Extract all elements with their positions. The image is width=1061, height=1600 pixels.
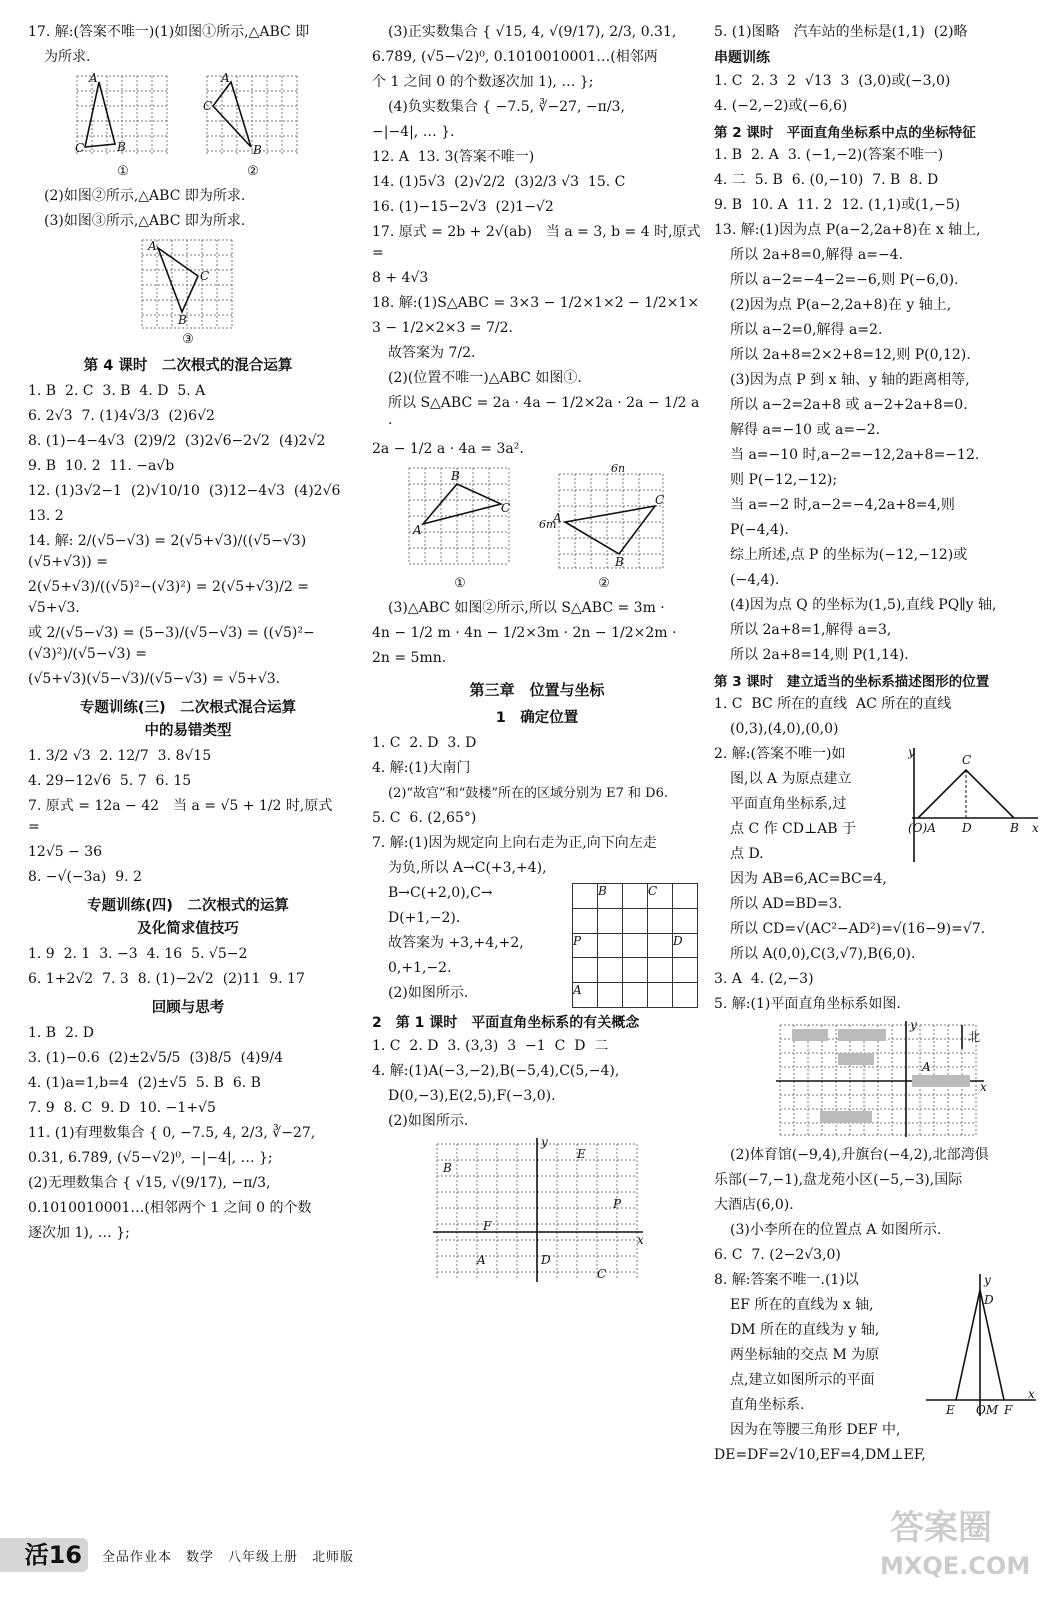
answer-18-line7: (3)△ABC 如图②所示,所以 S△ABC = 3m ·: [388, 600, 665, 616]
answers-14-15: 14. (1)5√3 (2)√2/2 (3)2/3 √3 15. C: [372, 174, 626, 190]
figure-triangle-def: [920, 1270, 1040, 1420]
page-number-tag: 活16: [0, 1538, 88, 1572]
label-o-m: OM: [976, 1403, 999, 1417]
answer-7-text: [372, 883, 562, 1008]
lesson3-answer-2-line7: 所以 AD=BD=3.: [730, 896, 843, 912]
sec2-answers-1-3: 1. C 2. D 3. (3,3) 3 −1 C D 二: [372, 1038, 609, 1054]
grid-lines: [142, 240, 232, 328]
answer-2-text: [714, 744, 904, 869]
review-answer-3: 3. (1)−0.6 (2)±2√5/5 (3)8/5 (4)9/4: [28, 1050, 283, 1066]
answer-18-line4: (2)(位置不唯一)△ABC 如图①.: [388, 370, 582, 386]
heading-chapter-3: 第三章 位置与坐标: [469, 681, 605, 699]
sec1-answer-4-line1: 4. 解:(1)大南门: [372, 760, 471, 776]
point-f: F: [483, 1219, 492, 1233]
answer-13: 13. 2: [28, 508, 64, 524]
answers-6-7: 6. 2√3 7. (1)4√3/3 (2)6√2: [28, 408, 215, 424]
label-c: C: [203, 99, 213, 113]
answer-18-line6: 2a − 1/2 a · 4a = 3a².: [372, 441, 524, 457]
set3-line1: (3)正实数集合 { √15, 4, √(9/17), 2/3, 0.31,: [388, 24, 677, 40]
figure-18-1-caption: ①: [454, 576, 466, 591]
lesson2-answer-13-line3: 所以 a−2=−4−2=−6,则 P(−6,0).: [730, 272, 959, 288]
figure-1-grid: [73, 72, 173, 164]
chain-answer-4: 4. (−2,−2)或(−6,6): [714, 98, 848, 114]
set4-line1: (4)负实数集合 { −7.5, ∛−27, −π/3,: [388, 99, 625, 115]
lesson3-answer-5-line3: 乐部(−7,−1),盘龙苑小区(−5,−3),国际: [714, 1172, 963, 1188]
lesson3-answers-3-4: 3. A 4. (2,−3): [714, 971, 814, 987]
answer-2-block: [714, 744, 1049, 869]
label-c: C: [962, 753, 972, 767]
sec1-answer-4-line2: (2)“故宫”和“鼓楼”所在的区域分别为 E7 和 D6.: [388, 786, 668, 801]
lesson3-answer-1-line2: (0,3),(4,0),(0,0): [730, 721, 839, 737]
label-b: B: [178, 313, 187, 327]
label-c: C: [75, 141, 85, 155]
review-answers-1-2: 1. B 2. D: [28, 1025, 95, 1041]
answer-14-line1: 14. 解: 2/(√5−√3) = 2(√5+√3)/((√5−√3)(√5+√3)) =: [28, 533, 307, 570]
lesson3-answer-5-line4: 大酒店(6,0).: [714, 1197, 794, 1213]
triangle-abc: [565, 506, 655, 554]
answer-18-line5: 所以 S△ABC = 2a · 4a − 1/2×2a · 2a − 1/2 a ·: [388, 395, 704, 432]
coordinate-plane: [427, 1136, 647, 1286]
figure-coordinate-plane: [372, 1136, 702, 1286]
lesson3-answer-8-line8: DE=DF=2√10,EF=4,DM⊥EF,: [714, 1447, 926, 1463]
label-b: B: [253, 143, 262, 157]
review-answer-11-line1: 11. (1)有理数集合 { 0, −7.5, 4, 2/3, ∛−27,: [28, 1125, 316, 1141]
lesson3-answer-2-line1: 2. 解:(答案不唯一)如: [714, 746, 846, 762]
review-answer-11-line3: (2)无理数集合 { √15, √(9/17), −π/3,: [28, 1175, 271, 1191]
sec1-answer-7-line5: 故答案为 +3,+4,+2,: [388, 935, 524, 951]
sec1-answer-7-line3: B→C(+2,0),C→: [388, 885, 493, 901]
lesson2-answers-1-3: 1. B 2. A 3. (−1,−2)(答案不唯一): [714, 147, 944, 163]
sec1-answer-7-line7: (2)如图所示.: [388, 985, 469, 1001]
x-axis-label: x: [637, 1233, 644, 1247]
label-y: y: [984, 1273, 991, 1287]
heading-training-3-line1: 专题训练(三) 二次根式混合运算: [79, 700, 297, 716]
label-x: x: [1028, 1387, 1035, 1401]
lesson3-answer-2-line6: 因为 AB=6,AC=BC=4,: [730, 871, 887, 887]
answers-9-11: 9. B 10. 2 11. −a√b: [28, 458, 175, 474]
figure-2-caption: ②: [247, 164, 259, 179]
answer-17-line2: 8 + 4√3: [372, 270, 429, 286]
watermark-top: 答案圈: [890, 1508, 992, 1548]
sec1-answer-7-line2: 为负,所以 A→C(+3,+4),: [388, 860, 547, 876]
figure-18-2-caption: ②: [598, 576, 610, 591]
label-a: A: [413, 523, 422, 537]
lesson2-answer-13-line4: (2)因为点 P(a−2,2a+8)在 y 轴上,: [730, 297, 952, 313]
review-answer-11-line4: 0.1010010001…(相邻两个 1 之间 0 的个数: [28, 1200, 312, 1216]
lesson2-answer-13-line13: P(−4,4).: [730, 522, 789, 538]
point-d: D: [541, 1253, 551, 1267]
answer-12: 12. (1)3√2−1 (2)√10/10 (3)12−4√3 (4)2√6: [28, 483, 341, 499]
label-b: B: [615, 555, 624, 569]
answer-17-part3: (3)如图③所示,△ABC 即为所求.: [44, 213, 246, 229]
figure-triangle-abc: [908, 744, 1043, 864]
chain-answers-1-3: 1. C 2. 3 2 √13 3 (3,0)或(−3,0): [714, 73, 951, 89]
heading-review: 回顾与思考: [151, 1000, 225, 1016]
answers-1-5: 1. B 2. C 3. B 4. D 5. A: [28, 383, 206, 399]
book-title: 全品作业本 数学 八年级上册 北师版: [102, 1550, 355, 1565]
training3-answer-7-line2: 12√5 − 36: [28, 844, 103, 860]
site-watermark: [880, 1500, 1050, 1590]
x-axis-label: x: [979, 1080, 987, 1094]
lesson3-answer-8-line5: 点,建立如图所示的平面: [730, 1372, 875, 1388]
lesson3-answer-2-line8: 所以 CD=√(AC²−AD²)=√(16−9)=√7.: [730, 921, 986, 937]
review-answer-11-line2: 0.31, 6.78̇9̇, (√5−√2)⁰, −|−4|, … };: [28, 1150, 273, 1166]
point-a: A: [921, 1060, 931, 1074]
lesson2-answer-13-line15: (−4,4).: [730, 572, 780, 588]
figure-2-grid: [203, 72, 303, 164]
point-a: A: [477, 1253, 486, 1267]
review-answers-7-10: 7. 9 8. C 9. D 10. −1+√5: [28, 1100, 216, 1116]
training4-answers-6-9: 6. 1+2√2 7. 3 8. (1)−2√2 (2)11 9. 17: [28, 971, 305, 987]
point-e: E: [577, 1147, 586, 1161]
point-p: P: [613, 1197, 622, 1211]
lesson3-answer-2-line9: 所以 A(0,0),C(3,√7),B(6,0).: [730, 946, 916, 962]
lesson2-answer-13-line14: 综上所述,点 P 的坐标为(−12,−12)或: [730, 547, 968, 563]
label-x: x: [1032, 821, 1039, 835]
lesson3-answer-5-line5: (3)小李所在的位置点 A 如图所示.: [730, 1222, 942, 1238]
heading-section-1: 1 确定位置: [495, 710, 579, 726]
lesson3-answer-8-line3: DM 所在的直线为 y 轴,: [730, 1322, 880, 1338]
lesson3-answer-2-line3: 平面直角坐标系,过: [730, 796, 847, 812]
training3-answers-4-6: 4. 29−12√6 5. 7 6. 15: [28, 773, 192, 789]
set3-line3: 个 1 之间 0 的个数逐次加 1), … };: [372, 74, 594, 90]
figure-3-grid: [138, 236, 238, 332]
landmark-stadium: [792, 1029, 828, 1041]
lesson3-answers-6-7: 6. C 7. (2−2√3,0): [714, 1247, 841, 1263]
lesson2-answer-13-line12: 当 a=−2 时,a−2=−4,2a+8=4,则: [730, 497, 955, 513]
answer-16: 16. (1)−15−2√3 (2)1−√2: [372, 199, 554, 215]
triangle-abc: [85, 82, 115, 147]
sec1-answer-7-line6: 0,+1,−2.: [388, 960, 452, 976]
sec2-answer-4-line1: 4. 解:(1)A(−3,−2),B(−5,4),C(5,−4),: [372, 1063, 620, 1079]
lesson3-answer-5-line1: 5. 解:(1)平面直角坐标系如图.: [714, 996, 901, 1012]
label-a: A: [221, 72, 230, 85]
heading-section-2-lesson-1: 2 第 1 课时 平面直角坐标系的有关概念: [372, 1015, 640, 1031]
triangle-abc: [158, 248, 198, 312]
sec1-answer-7-line1: 7. 解:(1)因为规定向上向右走为正,向下向左走: [372, 835, 657, 851]
lesson2-answer-13-line5: 所以 a−2=0,解得 a=2.: [730, 322, 883, 338]
sec2-answer-4-line3: (2)如图所示.: [388, 1113, 469, 1129]
lesson3-answer-8-line6: 直角坐标系.: [730, 1397, 805, 1413]
lesson3-answer-8-line7: 因为在等腰三角形 DEF 中,: [730, 1422, 901, 1438]
heading-chain-training: 串题训练: [714, 50, 770, 66]
heading-training-4-line1: 专题训练(四) 二次根式的运算: [87, 898, 289, 914]
map-coordinate-plane: [772, 1019, 992, 1139]
label-c: C: [200, 269, 210, 283]
label-y: y: [908, 745, 915, 759]
lesson3-answer-1-line1: 1. C BC 所在的直线 AC 所在的直线: [714, 696, 952, 712]
label-d: D: [984, 1293, 994, 1307]
lesson2-answers-9-12: 9. B 10. A 11. 2 12. (1,1)或(1,−5): [714, 197, 961, 213]
lesson3-answer-5-line2: (2)体育馆(−9,4),升旗台(−4,2),北部湾俱: [730, 1147, 989, 1163]
north-label: 北: [967, 1030, 980, 1044]
heading-lesson-3: 第 3 课时 建立适当的坐标系描述图形的位置: [714, 674, 990, 690]
training3-answer-7-line1: 7. 原式 = 12a − 42 当 a = √5 + 1/2 时,原式 =: [28, 798, 337, 835]
answer-8-text: [714, 1270, 914, 1420]
answers-12-13: 12. A 13. 3(答案不唯一): [372, 149, 535, 165]
label-c: C: [501, 501, 511, 515]
lesson2-answer-13-line18: 所以 2a+8=14,则 P(1,14).: [730, 647, 909, 663]
answer-7-block: [372, 883, 702, 1008]
answer-18-line8: 4n − 1/2 m · 4n − 1/2×3m · 2n − 1/2×2m ·: [372, 625, 677, 641]
figure-3-caption: ③: [182, 332, 194, 347]
lesson3-answer-2-line5: 点 D.: [730, 846, 764, 862]
lesson2-answer-13-line9: 解得 a=−10 或 a=−2.: [730, 422, 881, 438]
lesson2-answer-13-line8: 所以 a−2=2a+8 或 a−2+2a+8=0.: [730, 397, 968, 413]
column-right: [714, 22, 1049, 1540]
answer-17-line1: 17. 原式 = 2b + 2√(ab) 当 a = 3, b = 4 时,原式 =: [372, 224, 705, 261]
lesson3-answer-8-line2: EF 所在的直线为 x 轴,: [730, 1297, 874, 1313]
figures-18: [372, 464, 702, 592]
heading-lesson-4: 第 4 课时 二次根式的混合运算: [83, 358, 293, 374]
y-axis-label: y: [541, 1136, 548, 1149]
figure-18-1: [405, 464, 515, 592]
point-c: C: [597, 1267, 607, 1281]
landmark-flag: [838, 1053, 874, 1065]
sec1-answers-5-6: 5. C 6. (2,65°): [372, 810, 477, 826]
sec1-answer-7-line4: D(+1,−2).: [388, 910, 461, 926]
lesson2-answer-13-line6: 所以 2a+8=2×2+8=12,则 P(0,12).: [730, 347, 971, 363]
answer-8-block: [714, 1270, 1049, 1420]
point-b: B: [443, 1161, 452, 1175]
lesson2-answer-13-line10: 当 a=−10 时,a−2=−12,2a+8=−12.: [730, 447, 980, 463]
lesson3-answer-2-line2: 图,以 A 为原点建立: [730, 771, 852, 787]
label-6n: 6n: [611, 464, 626, 475]
label-c: C: [655, 493, 665, 507]
training3-answers-8-9: 8. −√(−3a) 9. 2: [28, 869, 142, 885]
landmark-hotel: [912, 1075, 970, 1087]
column-left: [28, 22, 348, 1540]
label-b: B: [451, 469, 460, 483]
figure-18-2-grid: [539, 464, 669, 576]
set4-line2: −|−4|, … }.: [372, 124, 455, 140]
label-6m: 6m: [539, 518, 557, 531]
figure-2: [203, 72, 303, 180]
label-e: E: [946, 1403, 955, 1417]
label-o-a: (O)A: [908, 821, 936, 835]
lesson2-answer-13-line11: 则 P(−12,−12);: [730, 472, 838, 488]
answer-7-grid: B C P D A: [572, 883, 698, 1008]
sec1-answers-1-3: 1. C 2. D 3. D: [372, 735, 477, 751]
figure-1-caption: ①: [117, 164, 129, 179]
lesson3-answer-8-line1: 8. 解:答案不唯一.(1)以: [714, 1272, 859, 1288]
lesson3-answer-2-line4: 点 C 作 CD⊥AB 于: [730, 821, 857, 837]
answer-18-line9: 2n = 5mn.: [372, 650, 447, 666]
figure-1: [73, 72, 173, 180]
lesson3-answer-8-line4: 两坐标轴的交点 M 为原: [730, 1347, 880, 1363]
figure-3-box: [138, 236, 238, 348]
figures-1-2: [28, 72, 348, 180]
answer-14-line4: (√5+√3)(√5−√3)/(√5−√3) = √5+√3.: [28, 671, 281, 687]
answer-8: 8. (1)−4−4√3 (2)9/2 (3)2√6−2√2 (4)2√2: [28, 433, 326, 449]
label-f: F: [1004, 1403, 1013, 1417]
grid-lines: [207, 76, 297, 156]
figure-18-1-grid: [405, 464, 515, 576]
y-axis-label: y: [909, 1019, 917, 1032]
label-b: B: [1010, 821, 1019, 835]
lesson2-answer-13-line16: (4)因为点 Q 的坐标为(1,5),直线 PQ∥y 轴,: [730, 597, 997, 613]
label-a: A: [148, 239, 157, 253]
lesson2-answer-13-line17: 所以 2a+8=1,解得 a=3,: [730, 622, 892, 638]
figure-18-2: [539, 464, 669, 592]
answer-17-line1: 17. 解:(答案不唯一)(1)如图①所示,△ABC 即: [28, 24, 310, 40]
answer-18-line2: 3 − 1/2×2×3 = 7/2.: [372, 320, 513, 336]
answer-17-line2: 为所求.: [44, 49, 91, 65]
label-b: B: [117, 140, 126, 154]
answer-18-line1: 18. 解:(1)S△ABC = 3×3 − 1/2×1×2 − 1/2×1×: [372, 295, 700, 311]
watermark-bottom: MXQE.COM: [880, 1552, 1031, 1580]
training3-answers-1-3: 1. 3/2 √3 2. 12/7 3. 8√15: [28, 748, 212, 764]
label-a: A: [553, 511, 562, 525]
label-a: A: [89, 72, 98, 85]
review-answers-4-6: 4. (1)a=1,b=4 (2)±√5 5. B 6. B: [28, 1075, 261, 1091]
lesson2-answer-13-line7: (3)因为点 P 到 x 轴、y 轴的距离相等,: [730, 372, 970, 388]
lesson2-answer-13-line1: 13. 解:(1)因为点 P(a−2,2a+8)在 x 轴上,: [714, 222, 981, 238]
training4-answers-1-5: 1. 9 2. 1 3. −3 4. 16 5. √5−2: [28, 946, 248, 962]
figure-map: [714, 1019, 1049, 1139]
heading-lesson-2: 第 2 课时 平面直角坐标系中点的坐标特征: [714, 125, 976, 141]
landmark-community: [820, 1111, 872, 1123]
column-middle: [372, 22, 705, 1540]
answer-18-line3: 故答案为 7/2.: [388, 345, 476, 361]
answer-14-line2: 2(√5+√3)/((√5)²−(√3)²) = 2(√5+√3)/2 = √5+√3.: [28, 579, 314, 616]
figure-3: [28, 236, 348, 348]
lesson2-answers-4-8: 4. 二 5. B 6. (0,−10) 7. B 8. D: [714, 172, 939, 188]
heading-training-4-line2: 及化简求值技巧: [137, 921, 239, 937]
sec2-answer-4-line2: D(0,−3),E(2,5),F(−3,0).: [388, 1088, 556, 1104]
set3-line2: 6.78̇9̇, (√5−√2)⁰, 0.1010010001…(相邻两: [372, 49, 658, 65]
answer-14-line3: 或 2/(√5−√3) = (5−3)/(√5−√3) = ((√5)²−(√3)²)/(√5−√3) =: [28, 625, 315, 662]
label-d: D: [962, 821, 972, 835]
lesson2-answer-13-line2: 所以 2a+8=0,解得 a=−4.: [730, 247, 904, 263]
heading-training-3-line2: 中的易错类型: [144, 723, 232, 739]
answer-17-part2: (2)如图②所示,△ABC 即为所求.: [44, 188, 246, 204]
review-answer-11-line5: 逐次加 1), … };: [28, 1225, 130, 1241]
triangle-abc: [213, 82, 251, 147]
answer-5: 5. (1)图略 汽车站的坐标是(1,1) (2)略: [714, 24, 968, 40]
landmark-club: [838, 1029, 886, 1041]
